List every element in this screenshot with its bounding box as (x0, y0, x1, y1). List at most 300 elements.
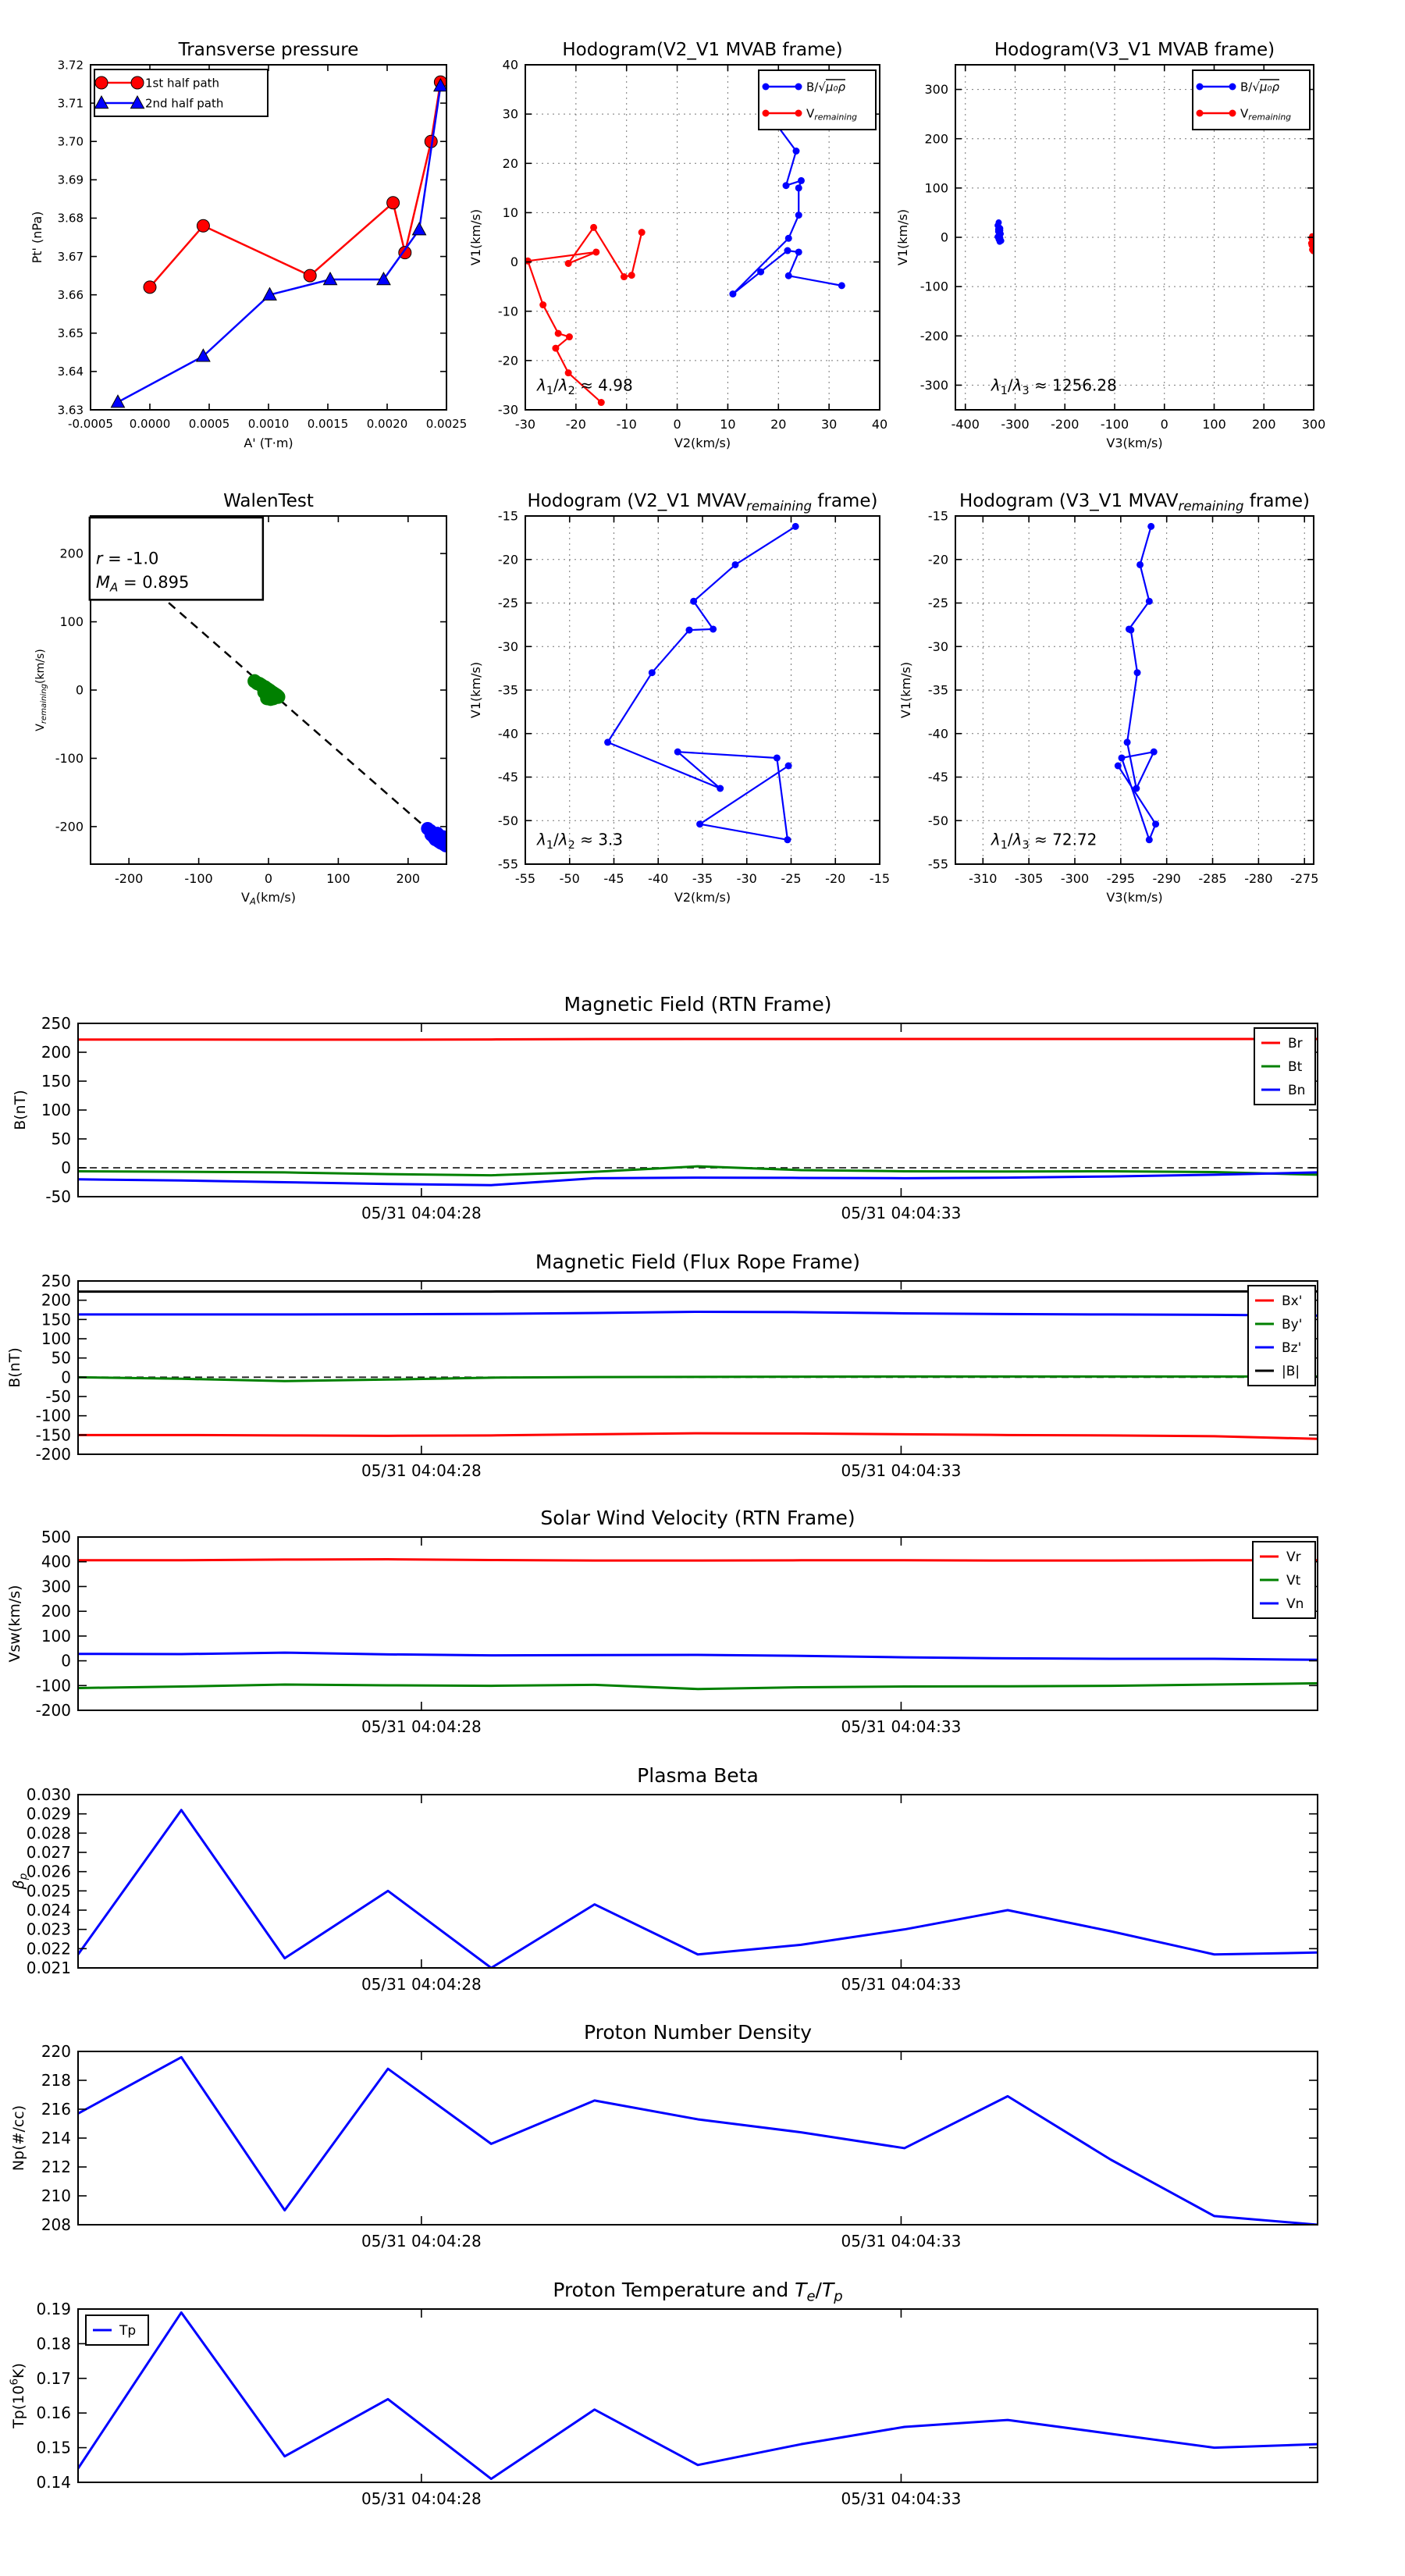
triangle-marker (111, 395, 124, 407)
y-tick-label: -40 (927, 726, 948, 742)
x-tick-label: -15 (869, 871, 891, 886)
y-tick-label: 3.72 (57, 58, 84, 73)
y-tick-label: -50 (497, 813, 518, 828)
x-tick-label: 0.0020 (366, 417, 408, 431)
legend-label: $V_{remaining}$ (1240, 106, 1292, 123)
dot-marker (1127, 627, 1134, 634)
y-tick-label: 0.027 (26, 1843, 71, 1862)
x-tick-label: -0.0005 (68, 417, 113, 431)
y-axis-label: B(nT) (6, 1347, 23, 1388)
legend (94, 69, 268, 116)
legend (1254, 1028, 1315, 1105)
legend-label: Vr (1286, 1549, 1301, 1565)
y-tick-label: 3.65 (57, 326, 84, 341)
chart-title: Transverse pressure (178, 40, 359, 60)
legend-label: B/√μ₀ρ (806, 80, 845, 94)
x-tick-label: -400 (951, 417, 980, 432)
dot-marker (717, 785, 724, 792)
x-tick-label: -280 (1244, 871, 1273, 886)
dot-marker (729, 290, 736, 297)
series-B/sqrt(mu0 rho) (733, 107, 841, 294)
x-tick-label: 05/31 04:04:33 (841, 1461, 962, 1480)
dot-marker (258, 685, 272, 699)
x-tick-label: -20 (565, 417, 586, 432)
axes-frame (78, 1281, 1318, 1454)
x-tick-label: 20 (770, 417, 787, 432)
x-tick-label: -25 (781, 871, 802, 886)
dot-marker (696, 820, 703, 827)
y-tick-label: 200 (41, 1043, 71, 1062)
proton-temperature-plot (8, 2279, 1318, 2508)
y-tick-label: 0.021 (26, 1959, 71, 1977)
y-tick-label: 0.022 (26, 1939, 71, 1959)
series-group (994, 219, 1317, 254)
chart-title: WalenTest (223, 491, 314, 511)
y-tick-label: -300 (919, 378, 948, 393)
x-tick-label: -200 (1051, 417, 1080, 432)
x-axis-label: V2(km/s) (674, 436, 731, 450)
x-tick-label: 200 (396, 871, 421, 886)
x-tick-label: -30 (514, 417, 536, 432)
y-tick-label: -100 (35, 1676, 71, 1695)
y-tick-label: 20 (502, 155, 518, 171)
y-tick-label: -20 (497, 552, 518, 568)
series-group (78, 1291, 1318, 1439)
dot-marker (1229, 84, 1236, 91)
y-tick-label: 200 (41, 1602, 71, 1621)
x-tick-label: 200 (1251, 417, 1276, 432)
x-tick-label: -10 (616, 417, 637, 432)
legend-label: Bz' (1282, 1340, 1302, 1356)
x-tick-label: 100 (1202, 417, 1226, 432)
x-tick-label: -200 (115, 871, 144, 886)
legend (759, 70, 876, 130)
dot-marker (674, 749, 681, 756)
y-tick-label: 50 (51, 1130, 71, 1148)
circle-marker (95, 76, 108, 89)
y-tick-label: 30 (502, 106, 518, 122)
legend-label: Bn (1288, 1082, 1306, 1098)
x-tick-label: 05/31 04:04:28 (361, 1461, 482, 1480)
y-tick-label: 0.15 (36, 2438, 71, 2457)
chart-title: Proton Number Density (584, 2021, 812, 2044)
y-tick-label: 0.19 (36, 2300, 71, 2318)
series-Bn (78, 1172, 1318, 1185)
dot-marker (774, 754, 781, 761)
dot-marker (590, 224, 597, 231)
x-tick-label: 0.0015 (307, 417, 349, 431)
series-group (78, 1560, 1318, 1689)
x-tick-label: 0.0025 (425, 417, 468, 431)
y-tick-label: -15 (927, 508, 948, 524)
x-tick-label: 05/31 04:04:28 (361, 2232, 482, 2250)
dot-marker (795, 84, 802, 91)
y-tick-label: -200 (55, 819, 84, 834)
y-tick-label: 100 (59, 614, 84, 630)
dot-marker (1152, 820, 1159, 827)
series-group (111, 76, 447, 407)
y-tick-label: -50 (45, 1187, 71, 1206)
series-group (78, 2312, 1318, 2478)
x-tick-label: 05/31 04:04:28 (361, 1975, 482, 1994)
chart-title: Plasma Beta (637, 1764, 759, 1787)
series-group (604, 523, 799, 843)
y-tick-label: 400 (41, 1552, 71, 1571)
y-tick-label: 0 (61, 1368, 71, 1387)
x-tick-label: -35 (692, 871, 713, 886)
legend-label: 1st half path (145, 76, 220, 91)
series-V-path (608, 526, 796, 839)
dot-marker (710, 625, 717, 632)
y-axis-label: $\beta_p$ (10, 1873, 30, 1890)
y-tick-label: 218 (41, 2071, 71, 2090)
dot-marker (784, 247, 791, 254)
x-tick-label: 05/31 04:04:33 (841, 2232, 962, 2250)
x-tick-label: 40 (871, 417, 888, 432)
y-tick-label: -40 (497, 726, 518, 742)
y-axis-label: V1(km/s) (468, 208, 483, 266)
dot-marker (555, 330, 562, 337)
annotation-line: $\lambda_1/\lambda_2 \approx 3.3$ (536, 830, 624, 852)
x-axis-label: V2(km/s) (674, 890, 731, 905)
x-tick-label: -100 (1100, 417, 1129, 432)
plasma-beta-plot (10, 1764, 1318, 1994)
dot-marker (1147, 523, 1154, 530)
y-tick-label: -50 (45, 1387, 71, 1406)
circle-marker (144, 281, 156, 294)
circle-marker (304, 269, 316, 282)
y-tick-label: 150 (41, 1072, 71, 1091)
hodogram-v3v1-mvab-plot (895, 40, 1325, 450)
y-tick-label: 300 (924, 82, 948, 98)
magnetic-field-rtn-plot (12, 993, 1318, 1222)
y-tick-label: -30 (927, 639, 948, 654)
series-Br (78, 1039, 1318, 1040)
series-Bz' (78, 1311, 1318, 1315)
y-tick-label: 200 (924, 131, 948, 147)
y-axis-label: V1(km/s) (895, 208, 910, 266)
x-tick-label: 05/31 04:04:33 (841, 1204, 962, 1222)
y-axis-label: Np(#/cc) (10, 2105, 27, 2172)
hodogram-v2v1-mvab-plot (468, 40, 887, 450)
series-Np (78, 2057, 1318, 2225)
y-tick-label: 214 (41, 2129, 71, 2147)
y-tick-label: 3.68 (57, 211, 84, 226)
chart-title: Proton Temperature and $T_e/T_p$ (553, 2279, 843, 2305)
y-axis-label: $V_{remaining}(km/s)$ (34, 649, 49, 731)
y-tick-label: 300 (41, 1577, 71, 1596)
x-tick-label: 10 (720, 417, 736, 432)
y-tick-label: 0 (61, 1651, 71, 1670)
y-tick-label: 100 (41, 1101, 71, 1119)
series-group (78, 1810, 1318, 1968)
y-tick-label: 3.64 (57, 365, 84, 379)
series-beta (78, 1810, 1318, 1968)
y-tick-label: 220 (41, 2042, 71, 2061)
y-tick-label: -50 (927, 813, 948, 828)
y-tick-label: 0 (940, 229, 948, 245)
ticks (78, 1795, 1318, 1968)
dot-marker (539, 301, 546, 308)
dot-marker (785, 272, 792, 279)
x-tick-label: 0 (1160, 417, 1168, 432)
y-tick-label: 0.030 (26, 1785, 71, 1804)
series-By' (78, 1376, 1318, 1381)
legend-label: 2nd half path (145, 96, 224, 111)
ticks (78, 1281, 1318, 1454)
dot-marker (1146, 836, 1153, 843)
dot-marker (690, 598, 697, 605)
dot-marker (649, 669, 656, 676)
y-tick-label: -200 (35, 1445, 71, 1464)
annotation-line: $\lambda_1/\lambda_3 \approx 1256.28$ (991, 375, 1117, 398)
dot-marker (598, 399, 605, 406)
series-2nd half path (118, 86, 440, 402)
magnetic-field-fluxrope-plot (6, 1251, 1318, 1480)
x-tick-label: 30 (820, 417, 838, 432)
series-Tp (78, 2312, 1318, 2478)
x-tick-label: -295 (1106, 871, 1136, 886)
y-axis-label: V1(km/s) (898, 661, 913, 719)
dot-marker (1124, 738, 1131, 745)
y-tick-label: -30 (497, 402, 518, 418)
dot-marker (795, 212, 802, 219)
dot-marker (783, 182, 790, 189)
x-tick-label: 0.0000 (129, 417, 171, 431)
y-tick-label: 216 (41, 2100, 71, 2119)
circle-marker (131, 76, 144, 89)
dot-marker (763, 110, 770, 117)
y-axis-label: B(nT) (12, 1090, 29, 1130)
x-tick-label: 0 (673, 417, 681, 432)
y-tick-label: 3.70 (57, 134, 84, 149)
series-Vt (78, 1683, 1318, 1688)
legend-label: Bt (1288, 1059, 1303, 1075)
legend (1248, 1286, 1315, 1386)
y-tick-label: 0.17 (36, 2368, 71, 2388)
x-axis-label: V3(km/s) (1106, 890, 1163, 905)
x-tick-label: -50 (559, 871, 580, 886)
x-tick-label: 05/31 04:04:28 (361, 1204, 482, 1222)
x-tick-label: 0 (264, 871, 273, 886)
y-axis-label: $Tp(10^6K)$ (8, 2363, 27, 2428)
series-group (78, 1039, 1318, 1185)
x-tick-label: -40 (648, 871, 669, 886)
x-tick-label: 100 (326, 871, 350, 886)
y-tick-label: 250 (41, 1272, 71, 1290)
dot-marker (731, 561, 738, 568)
y-tick-label: 0.18 (36, 2334, 71, 2354)
x-tick-label: 05/31 04:04:33 (841, 2489, 962, 2508)
y-axis-label: V1(km/s) (468, 661, 483, 719)
ticks (78, 2309, 1318, 2482)
y-tick-label: -20 (497, 353, 518, 368)
x-tick-label: -275 (1290, 871, 1319, 886)
y-tick-label: 0.026 (26, 1862, 71, 1881)
series-Bt (78, 1166, 1318, 1175)
legend-label: Br (1288, 1035, 1303, 1051)
y-tick-label: 0.024 (26, 1901, 71, 1920)
dot-marker (757, 269, 764, 276)
dot-marker (1151, 749, 1158, 756)
y-tick-label: 3.66 (57, 287, 84, 302)
x-tick-label: -300 (1001, 417, 1030, 432)
axes-frame (78, 1795, 1318, 1968)
y-tick-label: 0.025 (26, 1881, 71, 1901)
y-tick-label: 100 (41, 1626, 71, 1646)
series-V-path (1118, 526, 1155, 839)
y-tick-label: 0.028 (26, 1823, 71, 1843)
y-tick-label: -45 (927, 770, 948, 785)
legend-label: Vn (1286, 1596, 1304, 1612)
dot-marker (552, 345, 559, 352)
dot-marker (792, 523, 799, 530)
dot-marker (997, 226, 1003, 232)
dot-marker (638, 229, 646, 236)
x-tick-label: -20 (825, 871, 846, 886)
y-tick-label: -55 (497, 856, 518, 872)
y-tick-label: 50 (51, 1348, 71, 1368)
annotation (991, 376, 1117, 397)
dot-marker (592, 248, 599, 255)
dot-marker (566, 333, 573, 340)
dot-marker (1136, 561, 1144, 568)
series-Vr (78, 1560, 1318, 1561)
x-tick-label: -300 (1060, 871, 1090, 886)
annotation-line: $M_A = 0.895$ (95, 572, 190, 595)
series-Bx' (78, 1433, 1318, 1439)
dot-marker (1229, 110, 1236, 117)
y-tick-label: -200 (35, 1701, 71, 1720)
axes-frame (78, 2309, 1318, 2482)
y-tick-label: 0.14 (36, 2473, 71, 2492)
x-axis-label: $V_A(km/s)$ (241, 890, 296, 907)
chart-title: Magnetic Field (Flux Rope Frame) (535, 1251, 861, 1273)
dot-marker (565, 260, 572, 267)
y-tick-label: 150 (41, 1310, 71, 1329)
dot-marker (785, 763, 792, 770)
annotation (536, 830, 623, 851)
y-tick-label: -10 (497, 304, 518, 319)
dot-marker (621, 273, 628, 280)
dot-marker (429, 833, 442, 846)
y-tick-label: 0 (61, 1158, 71, 1177)
y-tick-label: -25 (497, 596, 518, 611)
y-tick-label: 10 (502, 205, 518, 221)
dot-marker (604, 738, 611, 745)
circle-marker (387, 197, 400, 209)
y-tick-label: 210 (41, 2186, 71, 2205)
y-tick-label: 0.16 (36, 2403, 71, 2423)
transverse-pressure-plot (30, 40, 467, 450)
dot-marker (784, 836, 791, 843)
dot-marker (1133, 785, 1140, 792)
dot-marker (838, 282, 845, 289)
y-tick-label: -15 (497, 508, 518, 524)
x-tick-label: 05/31 04:04:33 (841, 1975, 962, 1994)
x-tick-label: -305 (1014, 871, 1044, 886)
legend-label: By' (1282, 1316, 1303, 1332)
chart-title: Hodogram (V3_V1 $MVAV_{remaining}$ frame) (959, 491, 1310, 514)
y-tick-label: -35 (927, 682, 948, 698)
circle-marker (197, 219, 209, 232)
axes-frame (78, 2051, 1318, 2225)
annotation (991, 830, 1097, 851)
dot-marker (685, 627, 692, 634)
y-tick-label: 200 (59, 546, 84, 561)
series-Vn (78, 1653, 1318, 1660)
y-tick-label: 3.71 (57, 96, 84, 111)
y-tick-label: -100 (919, 279, 948, 294)
x-tick-label: -55 (514, 871, 536, 886)
chart-title: Hodogram(V3_V1 MVAB frame) (994, 40, 1275, 60)
series-group (1115, 523, 1159, 843)
y-tick-label: 500 (41, 1528, 71, 1546)
dot-marker (795, 248, 802, 255)
y-tick-label: 208 (41, 2215, 71, 2234)
dot-marker (1134, 669, 1141, 676)
y-tick-label: -25 (927, 596, 948, 611)
legend-label: $V_{remaining}$ (806, 106, 858, 123)
legend-label: B/√μ₀ρ (1240, 80, 1279, 94)
chart-title: Solar Wind Velocity (RTN Frame) (540, 1507, 855, 1529)
annotation-line: $\lambda_1/\lambda_2 \approx 4.98$ (536, 375, 633, 398)
y-tick-label: 40 (502, 57, 518, 73)
legend (1193, 70, 1310, 130)
series-group (78, 2057, 1318, 2225)
y-tick-label: -30 (497, 639, 518, 654)
y-tick-label: 3.67 (57, 249, 84, 264)
dot-marker (795, 110, 802, 117)
x-tick-label: -45 (603, 871, 624, 886)
chart-title: Hodogram (V2_V1 $MVAV_{remaining}$ frame) (527, 491, 878, 514)
x-tick-label: -310 (969, 871, 998, 886)
proton-number-density-plot (10, 2021, 1318, 2250)
x-tick-label: 05/31 04:04:28 (361, 2489, 482, 2508)
y-axis-label: Vsw(km/s) (6, 1585, 23, 1663)
y-tick-label: 100 (924, 180, 948, 196)
x-tick-label: 300 (1301, 417, 1326, 432)
dot-marker (785, 235, 792, 242)
y-axis-label: Pt' (nPa) (30, 211, 44, 264)
dot-marker (763, 84, 770, 91)
dot-marker (792, 148, 799, 155)
y-tick-label: -35 (497, 682, 518, 698)
x-tick-label: 05/31 04:04:28 (361, 1717, 482, 1736)
legend-label: Tp (119, 2322, 137, 2339)
y-tick-label: 200 (41, 1290, 71, 1310)
x-axis-label: V3(km/s) (1106, 436, 1163, 450)
dot-marker (795, 184, 802, 191)
grid (525, 516, 880, 864)
y-tick-label: 0 (510, 254, 518, 270)
y-tick-label: -150 (35, 1425, 71, 1445)
solar-wind-velocity-plot (6, 1507, 1318, 1736)
legend (86, 2315, 148, 2345)
y-tick-label: -100 (55, 751, 84, 767)
x-tick-label: -290 (1152, 871, 1181, 886)
x-tick-label: -30 (736, 871, 757, 886)
y-tick-label: 0.029 (26, 1804, 71, 1823)
legend-label: Bx' (1282, 1293, 1303, 1309)
chart-title: Magnetic Field (RTN Frame) (564, 993, 832, 1016)
y-tick-label: 250 (41, 1014, 71, 1033)
y-tick-label: -55 (927, 856, 948, 872)
ticks (78, 2051, 1318, 2225)
x-tick-label: 0.0005 (188, 417, 230, 431)
dot-marker (798, 177, 805, 184)
dot-marker (1146, 598, 1153, 605)
